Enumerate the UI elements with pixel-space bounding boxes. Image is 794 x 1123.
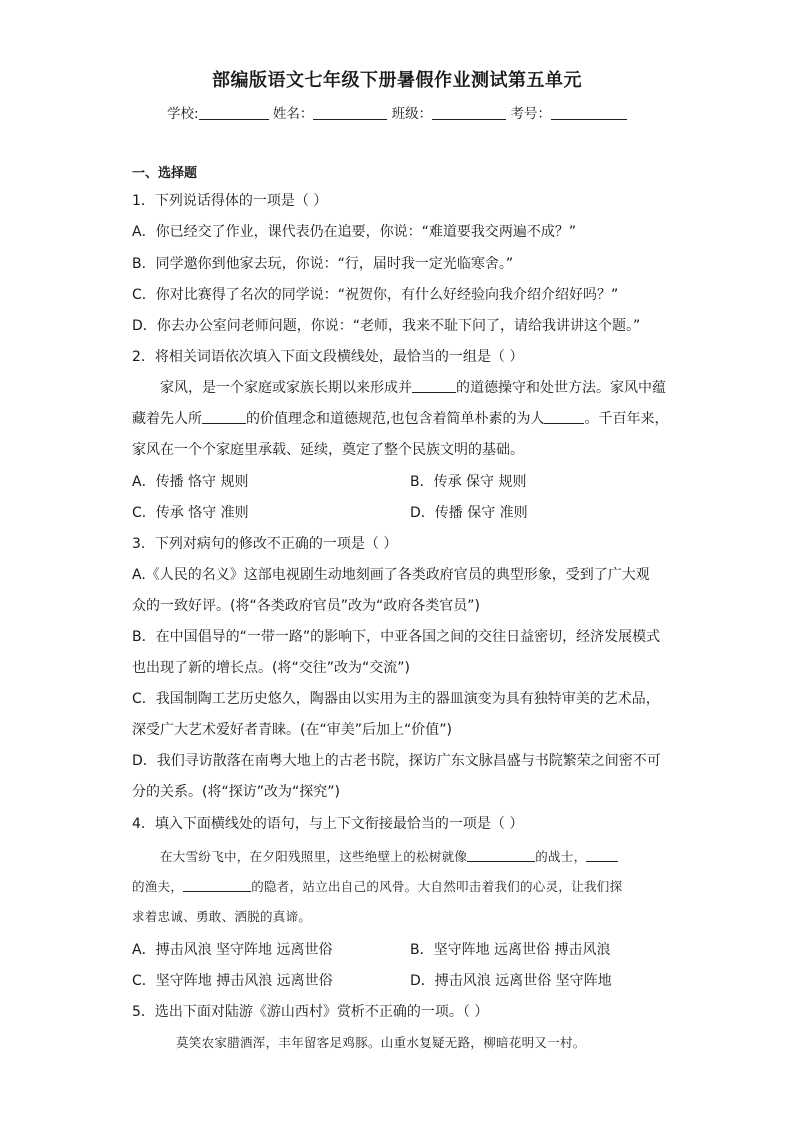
q3-option-b[interactable]: B．在中国倡导的“一带一路”的影响下，中亚各国之间的交往日益密切，经济发展模式 (132, 629, 661, 645)
q3-option-a-cont[interactable]: 众的一致好评。(将“各类政府官员”改为“政府各类官员”) (132, 598, 480, 614)
q2-blank-3[interactable] (544, 410, 584, 424)
q2-option-a[interactable]: A．传播 恪守 规则 (132, 474, 249, 490)
q4-passage-line-2 (132, 878, 622, 896)
q2-blank-1[interactable] (412, 379, 456, 393)
q4-blank-1[interactable] (467, 848, 535, 862)
class-label: 班级： (391, 106, 433, 122)
q3-option-a[interactable]: A.《人民的名义》这部电视剧生动地刻画了各类政府官员的典型形象，受到了广大观 (132, 567, 650, 583)
q4-passage-text: 的渔夫， (132, 879, 184, 894)
q1-option-c[interactable]: C．你对比赛得了名次的同学说：“祝贺你，有什么好经验向我介绍介绍好吗？” (132, 287, 619, 303)
q3-stem: 3．下列对病句的修改不正确的一项是（ ） (132, 536, 398, 552)
q3-option-d-cont[interactable]: 分的关系。(将“探访”改为“探究”) (132, 784, 340, 800)
q2-option-d[interactable]: D．传播 保守 准则 (410, 505, 528, 521)
number-label: 考号： (510, 106, 551, 122)
q2-passage-text: 的道德操守和处世方法。家风中蕴 (456, 380, 666, 396)
class-blank[interactable] (432, 105, 506, 120)
name-label: 姓名： (272, 106, 314, 122)
q4-option-c[interactable]: C．坚守阵地 搏击风浪 远离世俗 (132, 973, 333, 989)
q2-blank-2[interactable] (202, 410, 246, 424)
q3-option-c[interactable]: C．我国制陶工艺历史悠久，陶器由以实用为主的器皿演变为具有独特审美的艺术品， (132, 691, 660, 707)
number-blank[interactable] (551, 105, 627, 120)
q2-passage-text: 。千百年来， (584, 411, 669, 427)
school-label: 学校: (167, 106, 199, 122)
q2-stem: 2．将相关词语依次填入下面文段横线处，最恰当的一组是（ ） (132, 349, 524, 365)
q4-passage-line-1 (160, 848, 618, 866)
q4-passage-text: 的隐者，站立出自己的风骨。大自然叩击着我们的心灵，让我们探 (251, 879, 623, 894)
q1-option-b[interactable]: B．同学邀你到他家去玩，你说：“行，届时我一定光临寒舍。” (132, 256, 514, 272)
q5-stem: 5．选出下面对陆游《游山西村》赏析不正确的一项。（ ） (132, 1004, 489, 1020)
q1-option-d[interactable]: D．你去办公室问老师问题，你说：“老师，我来不耻下问了，请给我讲讲这个题。” (132, 318, 641, 334)
q4-option-b[interactable]: B．坚守阵地 远离世俗 搏击风浪 (410, 942, 611, 958)
q4-passage-text: 在大雪纷飞中，在夕阳残照里，这些绝壁上的松树就像 (160, 849, 468, 864)
q3-option-c-cont[interactable]: 深受广大艺术爱好者青睐。(在“审美”后加上“价值”) (132, 722, 452, 738)
q4-option-d[interactable]: D．搏击风浪 远离世俗 坚守阵地 (410, 973, 612, 989)
student-info-row (0, 102, 794, 122)
q2-passage-text: 的价值理念和道德规范,也包含着简单朴素的为人 (246, 411, 545, 427)
q3-option-d[interactable]: D．我们寻访散落在南粤大地上的古老书院，探访广东文脉昌盛与书院繁荣之间密不可 (132, 753, 661, 769)
q2-passage-line-3: 家风在一个个家庭里承载、延续，奠定了整个民族文明的基础。 (132, 442, 524, 458)
q2-passage-line-1 (160, 378, 666, 398)
q5-poem: 莫笑农家腊酒浑，丰年留客足鸡豚。山重水复疑无路，柳暗花明又一村。 (176, 1035, 586, 1050)
name-blank[interactable] (313, 105, 387, 120)
q1-option-a[interactable]: A．你已经交了作业，课代表仍在追要，你说：“难道要我交两遍不成？” (132, 224, 577, 240)
q2-option-c[interactable]: C．传承 恪守 准则 (132, 505, 249, 521)
q4-blank-2[interactable] (586, 848, 618, 862)
q4-option-a[interactable]: A．搏击风浪 坚守阵地 远离世俗 (132, 942, 333, 958)
q4-stem: 4．填入下面横线处的语句，与上下文衔接最恰当的一项是（ ） (132, 816, 524, 832)
q2-passage-line-2 (132, 409, 668, 429)
q2-option-b[interactable]: B．传承 保守 规则 (410, 474, 527, 490)
q3-option-b-cont[interactable]: 也出现了新的增长点。(将“交往”改为“交流”) (132, 660, 410, 676)
q4-blank-3[interactable] (183, 878, 251, 892)
q2-passage-text: 藏着先人所 (132, 411, 202, 427)
q4-passage-text: 的战士， (535, 849, 587, 864)
q4-passage-line-3: 求着忠诚、勇敢、洒脱的真谛。 (132, 909, 312, 924)
q2-passage-text: 家风，是一个家庭或家族长期以来形成并 (160, 380, 412, 396)
school-blank[interactable] (199, 105, 269, 120)
page-title: 部编版语文七年级下册暑假作业测试第五单元 (212, 70, 582, 91)
q1-stem: 1．下列说话得体的一项是（ ） (132, 193, 328, 209)
section-title: 一、选择题 (132, 166, 198, 181)
